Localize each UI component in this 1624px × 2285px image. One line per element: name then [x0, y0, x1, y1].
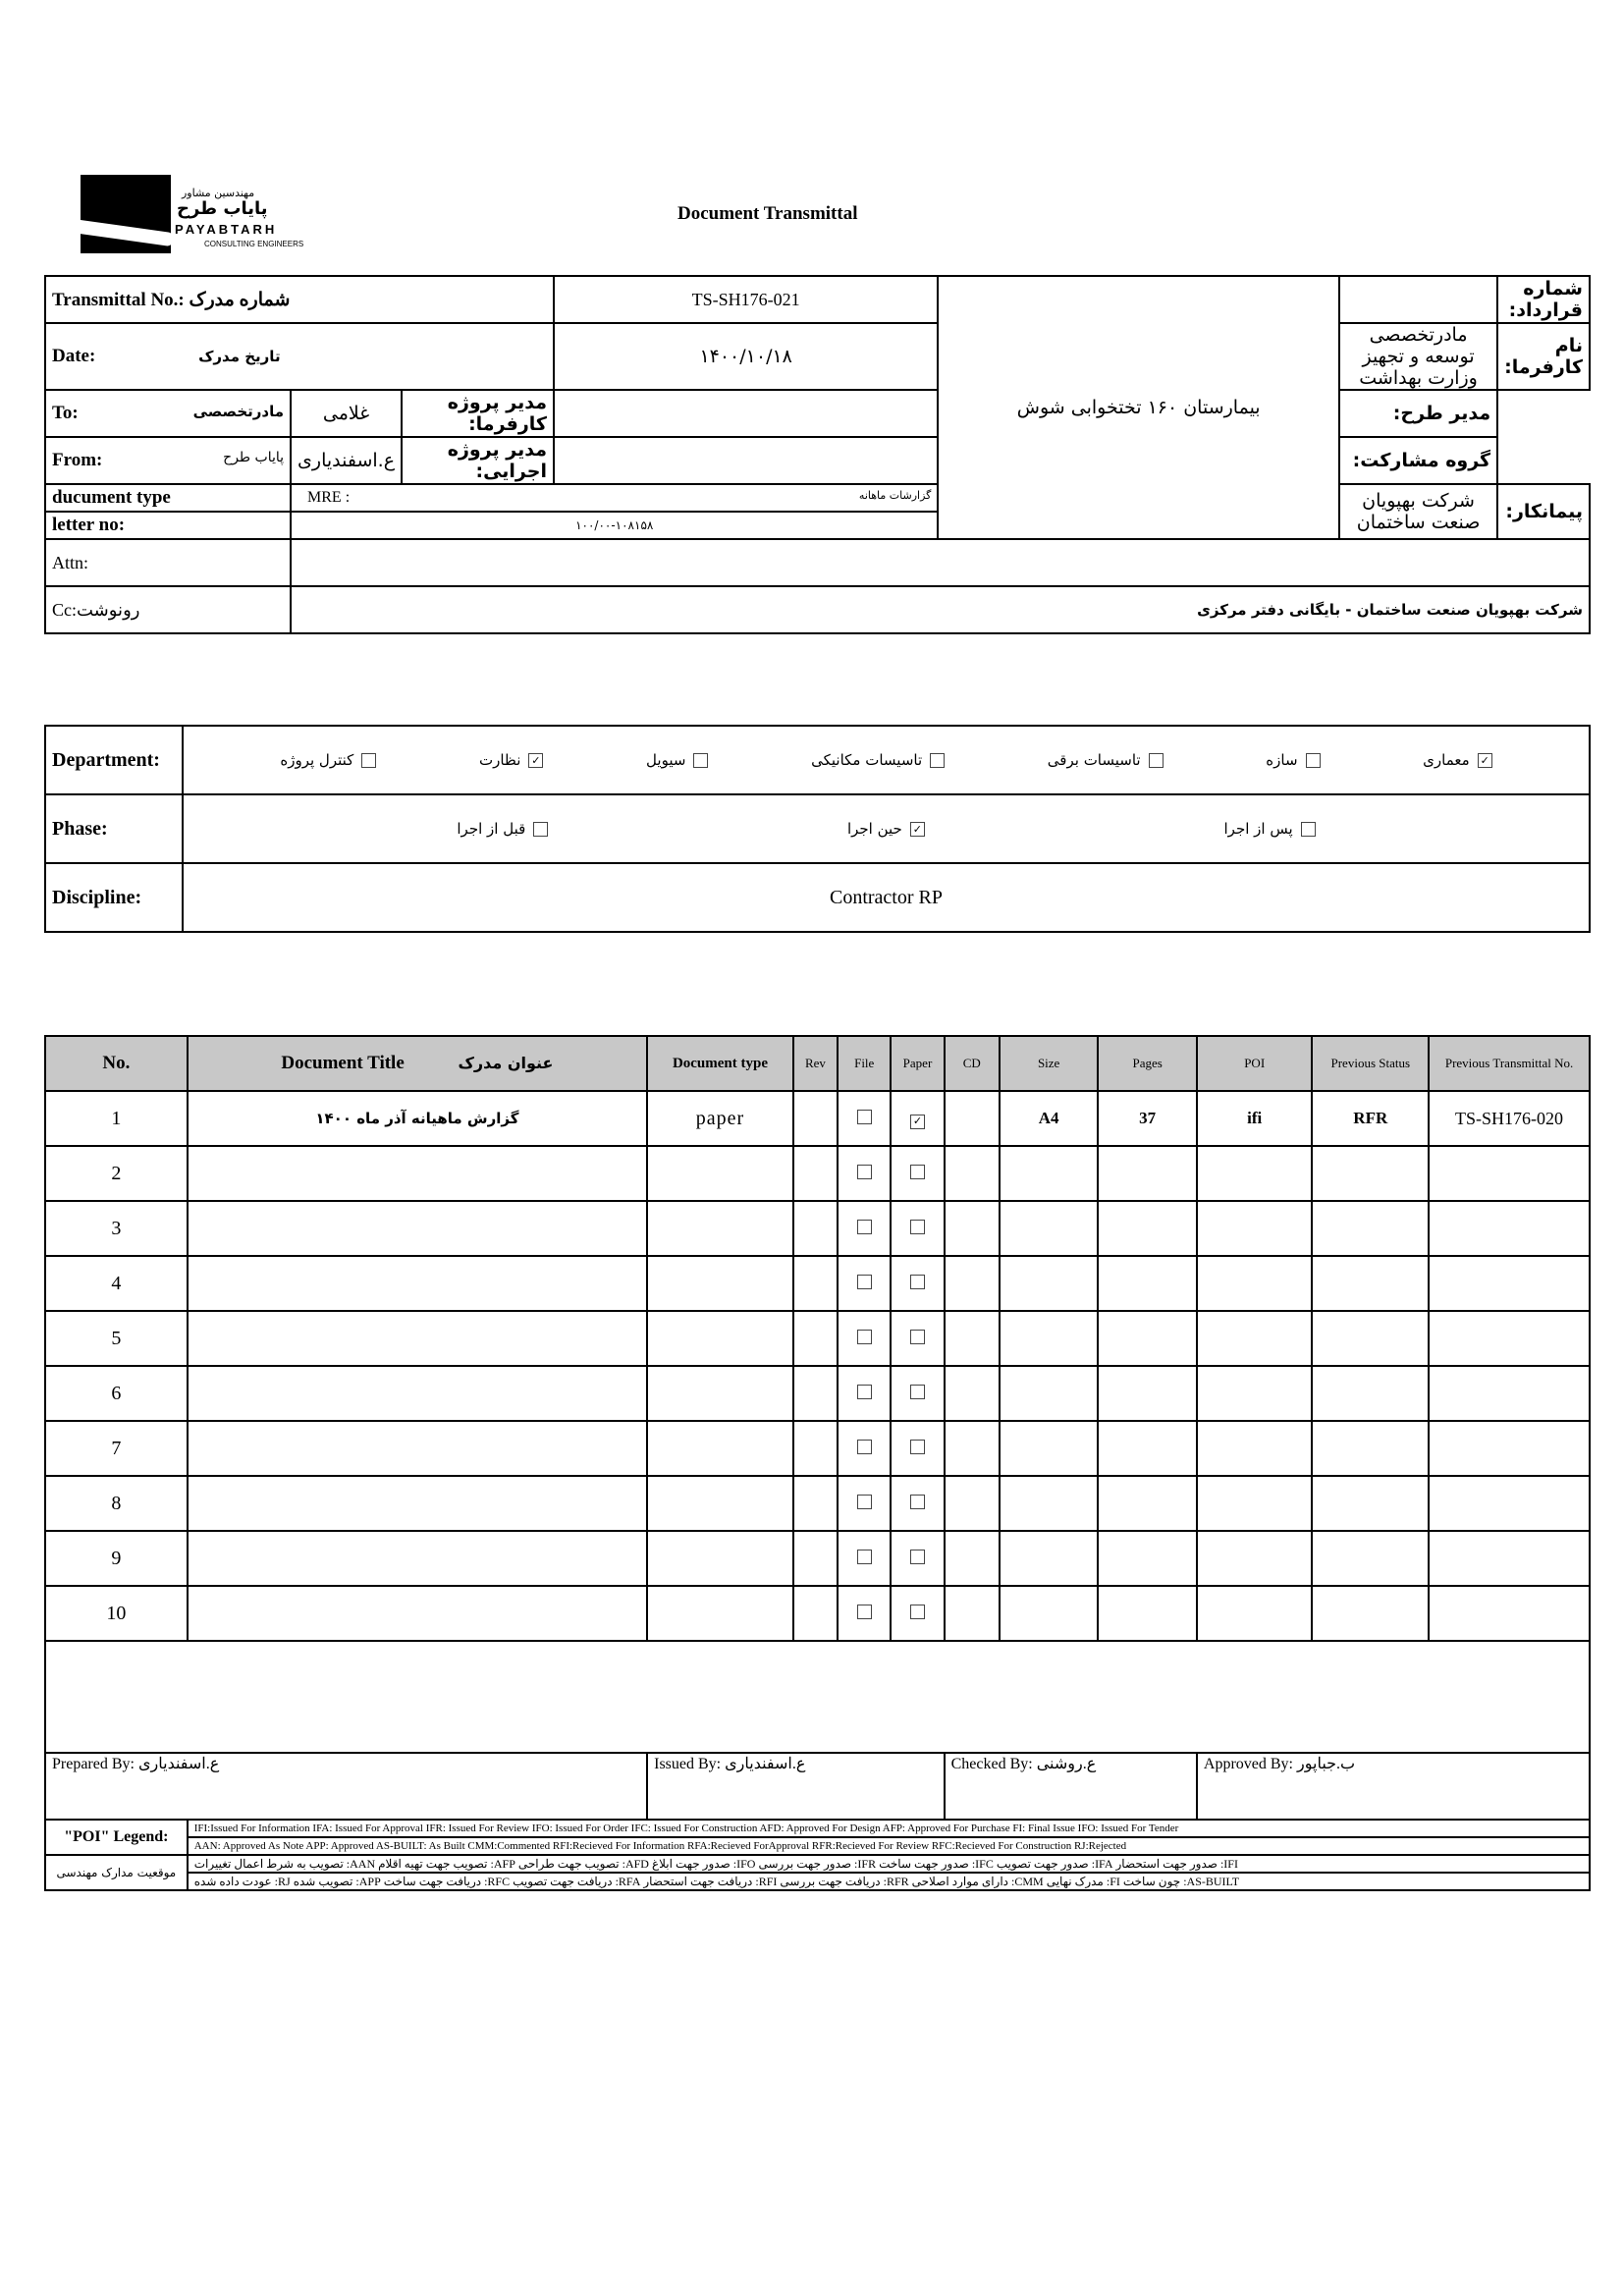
paper-checkbox-icon[interactable] [910, 1440, 925, 1454]
fa-legend-row [45, 1855, 1590, 1873]
department-label: Department: [45, 726, 183, 794]
previous-transmittal: TS-SH176-020 [1429, 1091, 1590, 1146]
employer-manager-value: غلامی [291, 390, 402, 437]
department-option[interactable]: ✓ معماری [1423, 751, 1492, 769]
previous-status: RFR [1312, 1091, 1429, 1146]
transmittal-no-label: Transmittal No.: شماره مدرک [45, 276, 554, 323]
department-option[interactable]: سیویل [646, 751, 708, 769]
letter-no-value: ۱۰۰/۰۰-۱۰۸۱۵۸ [291, 512, 938, 539]
checkbox-checked-icon[interactable]: ✓ [528, 753, 543, 768]
discipline-value: Contractor RP [183, 863, 1590, 932]
checkbox-icon[interactable] [1306, 753, 1321, 768]
partnership-label: گروه مشارکت: [1339, 437, 1497, 484]
table-row: 5 [45, 1311, 1590, 1366]
to-label: To: [52, 403, 79, 423]
transmittal-no-value: TS-SH176-021 [554, 276, 938, 323]
checkbox-icon[interactable] [693, 753, 708, 768]
phase-options [183, 794, 1590, 863]
col-no: No. [45, 1036, 188, 1091]
classification-table [44, 725, 1591, 933]
poi-legend-title: "POI" Legend: [45, 1820, 188, 1855]
poi: ifi [1197, 1091, 1313, 1146]
paper-checkbox-checked-icon[interactable]: ✓ [910, 1115, 925, 1129]
file-checkbox-icon[interactable] [857, 1330, 872, 1344]
col-paper: Paper [891, 1036, 944, 1091]
notes-area [45, 1641, 1590, 1753]
department-option[interactable]: ✓ نظارت [479, 751, 543, 769]
partnership-value [554, 437, 938, 484]
documents-table [44, 1035, 1591, 1891]
employer-value: مادرتخصصی توسعه و تجهیز وزارت بهداشت [1339, 323, 1497, 390]
table-row: 6 [45, 1366, 1590, 1421]
document-type-value: گزارشات ماهانه [858, 489, 932, 502]
discipline-label: Discipline: [45, 863, 183, 932]
table-row: 2 [45, 1146, 1590, 1201]
transmittal-header-table [44, 275, 1591, 634]
checkbox-icon[interactable] [1149, 753, 1164, 768]
checkbox-checked-icon[interactable]: ✓ [910, 822, 925, 837]
department-option[interactable]: تاسیسات برقی [1048, 751, 1164, 769]
checkbox-icon[interactable] [533, 822, 548, 837]
col-size: Size [1000, 1036, 1099, 1091]
employer-label: نام کارفرما: [1497, 323, 1590, 390]
executive-manager-value: ع.اسفندیاری [291, 437, 402, 484]
attn-value [291, 539, 1590, 586]
table-row: 1 گزارش ماهیانه آذر ماه ۱۴۰۰ paper ✓ A4 37 ifi RFR TS-SH176-020 [45, 1091, 1590, 1146]
department-option[interactable]: تاسیسات مکانیکی [811, 751, 945, 769]
col-file: File [838, 1036, 891, 1091]
paper-checkbox-icon[interactable] [910, 1385, 925, 1399]
col-prev-transmittal: Previous Transmittal No. [1429, 1036, 1590, 1091]
paper-checkbox-icon[interactable] [910, 1275, 925, 1289]
fa-legend-line-2: AS-BUILT: چون ساخت FI: مدرک نهایی CMM: دارای موارد اصلاحی RFR: دریافت جهت بررسی RFI: دریافت جهت استحضار RFA: دریافت جهت تصویب RFC: دریافت جهت ساخت APP: تصویب شده RJ: عودت داده شده [188, 1873, 1590, 1890]
col-pages: Pages [1098, 1036, 1197, 1091]
fa-legend-line-1: IFI: صدور جهت استحضار IFA: صدور جهت تصویب IFC: صدور جهت ساخت IFR: صدور جهت بررسی IFO: صدور جهت ابلاغ AFD: تصویب جهت طراحی AFP: تصویب جهت تهیه اقلام AAN: تصویب به شرط اعمال تغییرات [188, 1855, 1590, 1873]
table-row: 10 [45, 1586, 1590, 1641]
cc-label: Cc:رونوشت [45, 586, 291, 633]
table-row: 9 [45, 1531, 1590, 1586]
poi-legend-line-1: IFI:Issued For Information IFA: Issued For Approval IFR: Issued For Review IFO: Issued For Order IFC: Issued For Construction AFD: Approved For Design AFP: Approved For Purchase FI: Final Issue IFO: Issued For Tender [188, 1820, 1590, 1837]
size: A4 [1000, 1091, 1099, 1146]
checkbox-checked-icon[interactable]: ✓ [1478, 753, 1492, 768]
prepared-by: Prepared By: ع.اسفندیاری [45, 1753, 647, 1820]
paper-checkbox-icon[interactable] [910, 1495, 925, 1509]
table-row: 8 [45, 1476, 1590, 1531]
contract-no-value [1339, 276, 1497, 323]
date-value: ۱۴۰۰/۱۰/۱۸ [554, 323, 938, 390]
checkbox-icon[interactable] [1301, 822, 1316, 837]
paper-checkbox-icon[interactable] [910, 1605, 925, 1619]
file-checkbox-icon[interactable] [857, 1165, 872, 1179]
file-checkbox-icon[interactable] [857, 1220, 872, 1234]
table-row: 7 [45, 1421, 1590, 1476]
logo-name-en: PAYABTARH [175, 222, 278, 237]
col-poi: POI [1197, 1036, 1313, 1091]
plan-manager-value [554, 390, 938, 437]
contractor-value: شرکت بهپویان صنعت ساختمان [1339, 484, 1497, 539]
col-type: Document type [647, 1036, 793, 1091]
document-title: گزارش ماهیانه آذر ماه ۱۴۰۰ [188, 1091, 647, 1146]
file-checkbox-icon[interactable] [857, 1550, 872, 1564]
logo-name-fa: پایاب طرح [177, 198, 268, 219]
contractor-label: پیمانکار: [1497, 484, 1590, 539]
to-cell [45, 390, 291, 437]
file-checkbox-icon[interactable] [857, 1275, 872, 1289]
col-rev: Rev [793, 1036, 838, 1091]
paper-checkbox-icon[interactable] [910, 1165, 925, 1179]
date-label-fa: تاریخ مدرک [198, 348, 281, 365]
cc-value: شرکت بهپویان صنعت ساختمان - بایگانی دفتر مرکزی [291, 586, 1590, 633]
date-label-cell [45, 323, 554, 390]
from-cell [45, 437, 291, 484]
phase-option[interactable]: قبل از اجرا [457, 820, 548, 838]
col-title: Document Title عنوان مدرک [188, 1036, 647, 1091]
poi-legend-row [45, 1820, 1590, 1837]
col-prev-status: Previous Status [1312, 1036, 1429, 1091]
document-type-code: MRE : [307, 489, 351, 506]
logo-subtitle-fa: مهندسین مشاور [182, 187, 255, 199]
page-title: Document Transmittal [677, 203, 858, 224]
checked-by: Checked By: ع.روشنی [945, 1753, 1197, 1820]
signature-row [45, 1753, 1590, 1820]
table-row: 4 [45, 1256, 1590, 1311]
file-checkbox-icon[interactable] [857, 1605, 872, 1619]
department-option[interactable]: سازه [1266, 751, 1320, 769]
logo-subtitle-en: CONSULTING ENGINEERS [204, 240, 304, 248]
plan-manager-label: مدیر طرح: [1339, 390, 1497, 437]
rev [793, 1091, 838, 1146]
attn-label: Attn: [45, 539, 291, 586]
table-row: 3 [45, 1201, 1590, 1256]
department-options [183, 726, 1590, 794]
approved-by: Approved By: ب.جباپور [1197, 1753, 1590, 1820]
from-value: پایاب طرح [223, 450, 285, 465]
company-logo-mark [81, 175, 171, 253]
letter-no-label: letter no: [45, 512, 291, 539]
from-label: From: [52, 450, 103, 470]
pages: 37 [1098, 1091, 1197, 1146]
project-name: بیمارستان ۱۶۰ تختخوابی شوش [938, 276, 1339, 539]
phase-option[interactable]: ✓ حین اجرا [847, 820, 925, 838]
checkbox-icon[interactable] [361, 753, 376, 768]
paper-checkbox-icon[interactable] [910, 1330, 925, 1344]
document-type-label: ducument type [45, 484, 291, 512]
phase-option[interactable]: پس از اجرا [1224, 820, 1316, 838]
executive-manager-label: مدیر پروژه اجرایی: [402, 437, 554, 484]
poi-legend-line-2: AAN: Approved As Note APP: Approved AS-BUILT: As Built CMM:Commented RFI:Recieved For Information RFA:Recieved ForApproval RFR:Recieved For Review RFC:Recieved For Construction RJ:Rejected [188, 1837, 1590, 1855]
employer-manager-label: مدیر پروژه کارفرما: [402, 390, 554, 437]
contract-no-label: شماره قرارداد: [1497, 276, 1590, 323]
col-cd: CD [945, 1036, 1000, 1091]
document-type-cell [291, 484, 938, 512]
document-type: paper [647, 1091, 793, 1146]
fa-legend-title: موقعیت مدارک مهندسی [45, 1855, 188, 1890]
phase-label: Phase: [45, 794, 183, 863]
file-checkbox-icon[interactable] [857, 1495, 872, 1509]
issued-by: Issued By: ع.اسفندیاری [647, 1753, 945, 1820]
file-checkbox-icon[interactable] [857, 1110, 872, 1124]
to-value: مادرتخصصی [192, 403, 285, 420]
file-checkbox-icon[interactable] [857, 1440, 872, 1454]
date-label: Date: [52, 346, 96, 366]
department-option[interactable]: کنترل پروژه [280, 751, 376, 769]
paper-checkbox-icon[interactable] [910, 1550, 925, 1564]
file-checkbox-icon[interactable] [857, 1385, 872, 1399]
table-header-row [45, 1036, 1590, 1091]
paper-checkbox-icon[interactable] [910, 1220, 925, 1234]
checkbox-icon[interactable] [930, 753, 945, 768]
